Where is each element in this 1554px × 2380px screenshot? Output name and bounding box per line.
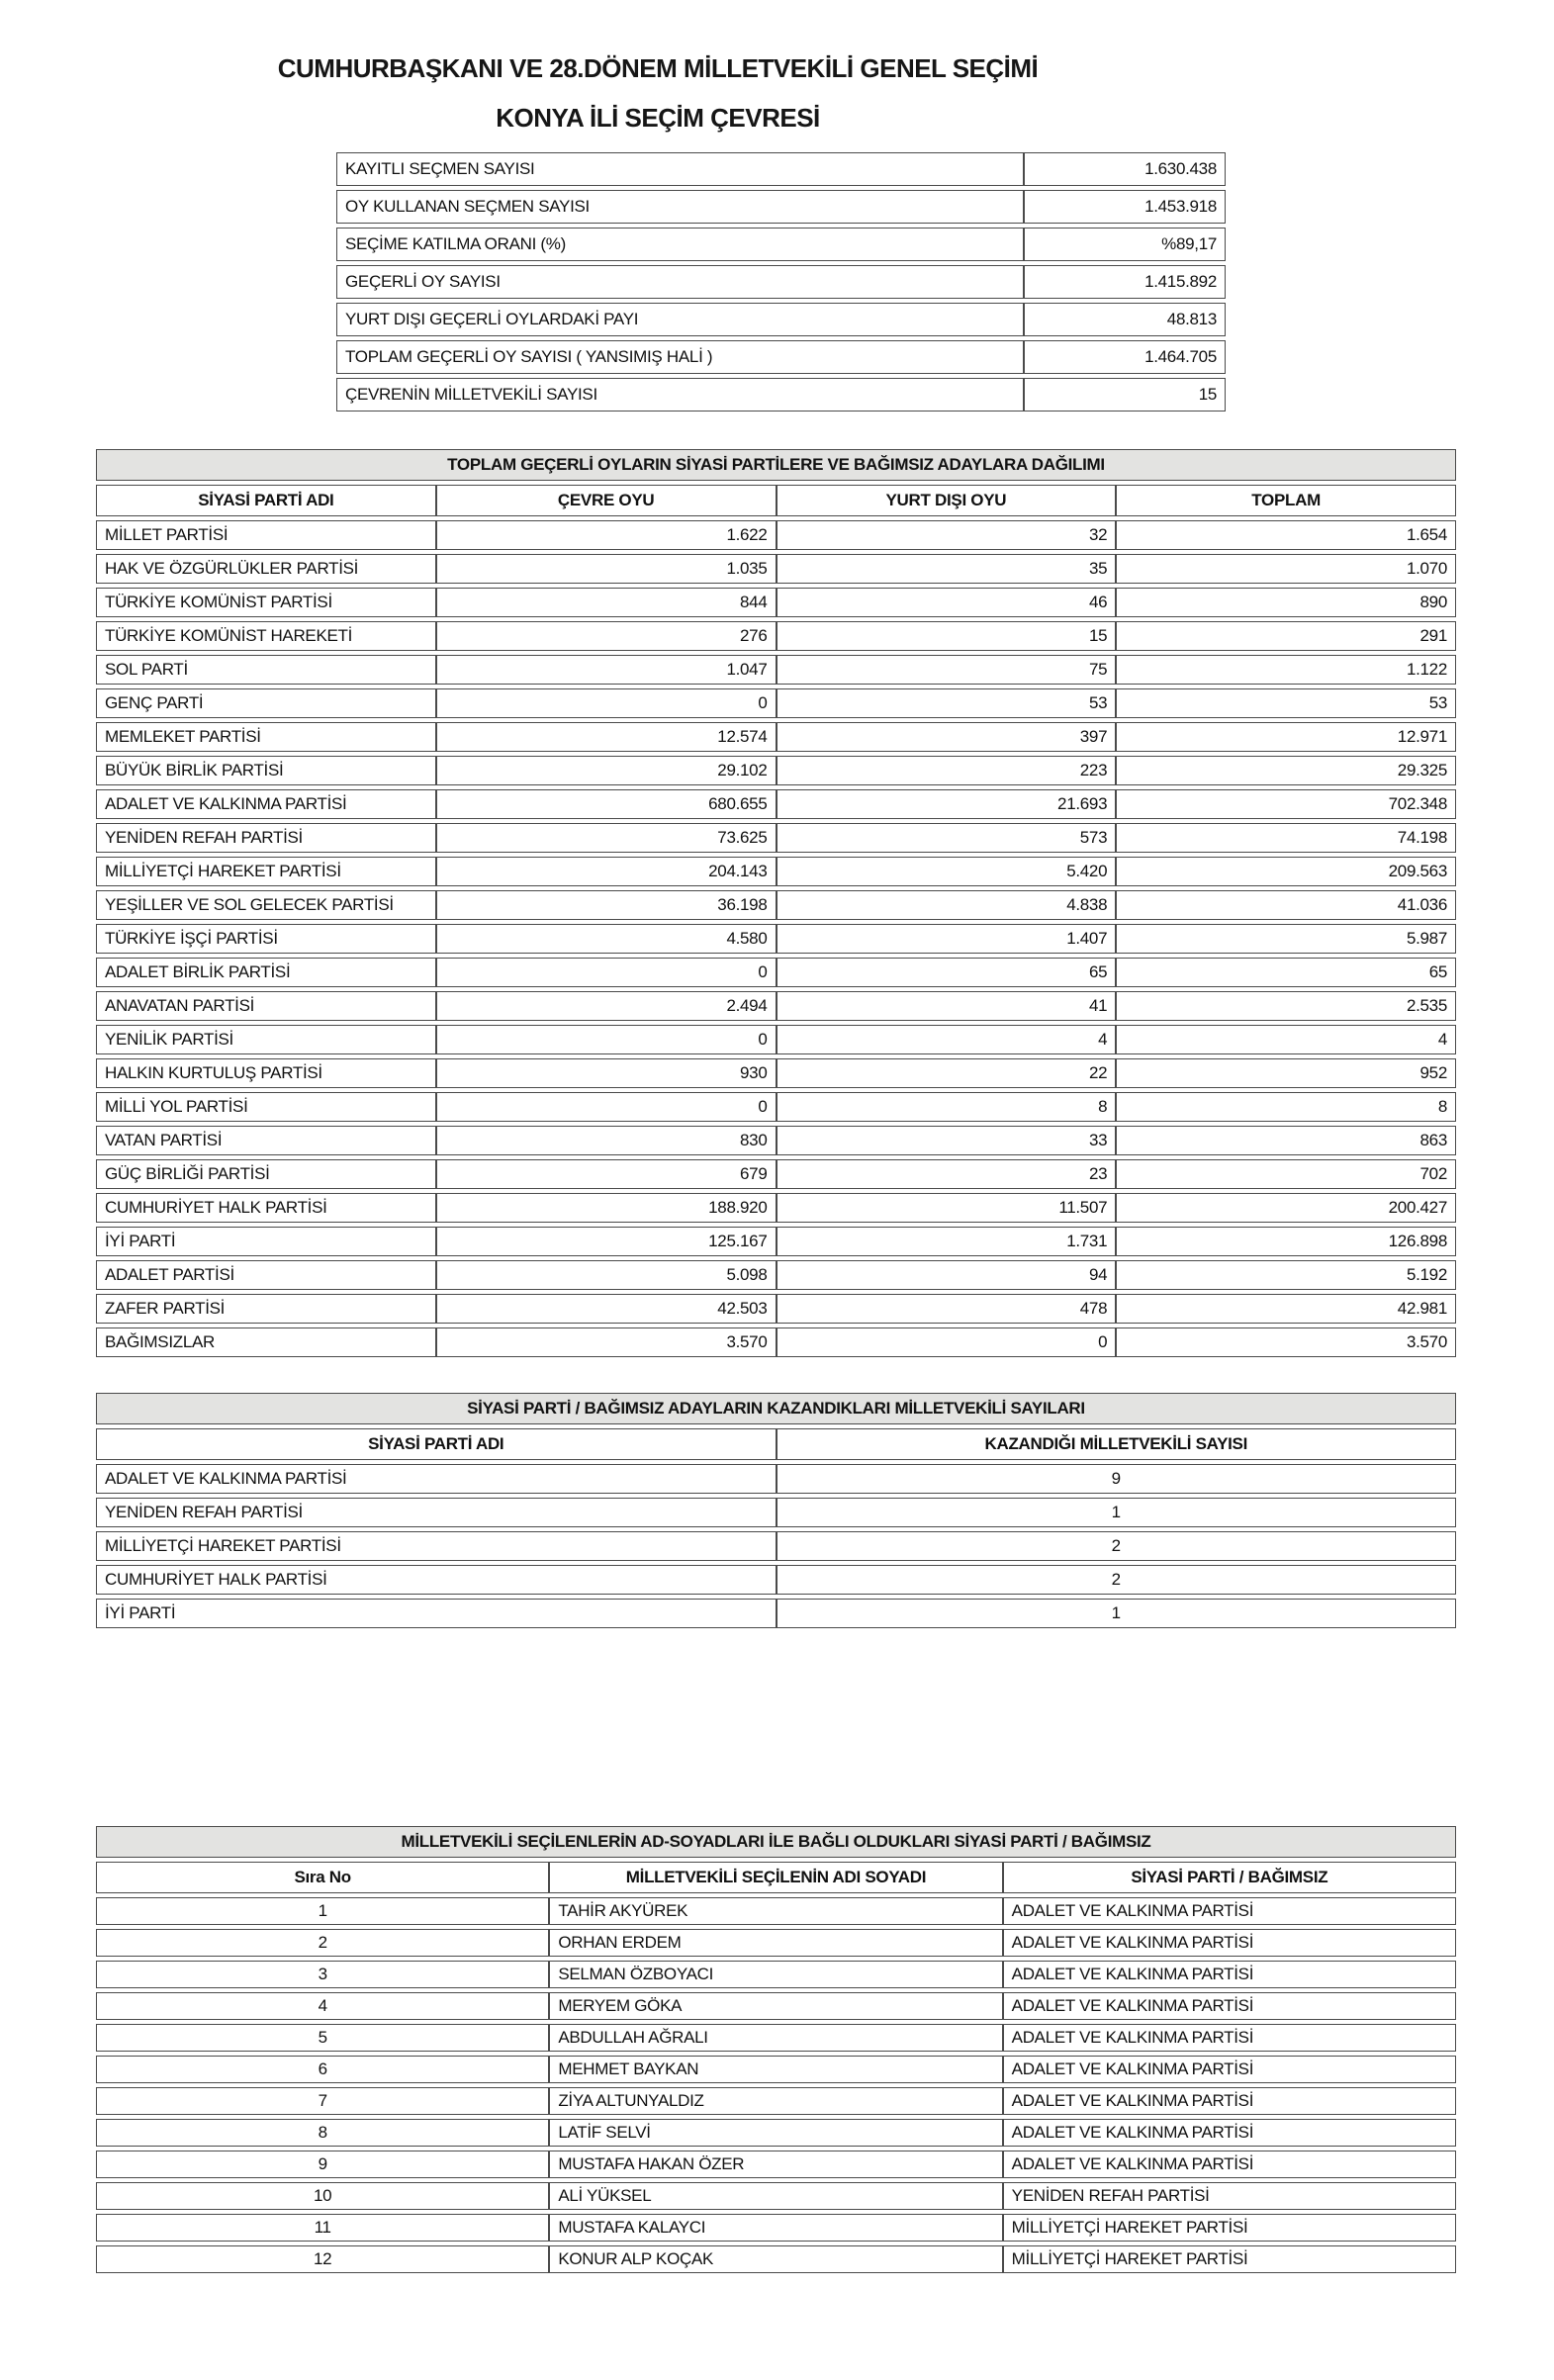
summary-value: 1.453.918 [1024, 190, 1226, 224]
total-votes: 42.981 [1116, 1294, 1456, 1324]
party-name: BÜYÜK BİRLİK PARTİSİ [96, 756, 436, 785]
total-votes: 126.898 [1116, 1227, 1456, 1256]
summary-label: ÇEVRENİN MİLLETVEKİLİ SAYISI [336, 378, 1024, 412]
total-votes: 5.987 [1116, 924, 1456, 954]
abroad-votes: 15 [777, 621, 1117, 651]
votes-table-header-row [96, 485, 1456, 516]
table-row [96, 2151, 1456, 2178]
total-votes: 1.070 [1116, 554, 1456, 584]
district-votes: 844 [436, 588, 777, 617]
summary-label: KAYITLI SEÇMEN SAYISI [336, 152, 1024, 186]
column-header-district-votes: ÇEVRE OYU [436, 485, 777, 516]
party-name: ZAFER PARTİSİ [96, 1294, 436, 1324]
abroad-votes: 0 [777, 1327, 1117, 1357]
deputy-name: KONUR ALP KOÇAK [549, 2245, 1002, 2273]
table-row [96, 1498, 1456, 1527]
table-row [96, 1327, 1456, 1357]
deputy-name: ORHAN ERDEM [549, 1929, 1002, 1957]
district-votes: 12.574 [436, 722, 777, 752]
summary-value: 48.813 [1024, 303, 1226, 336]
district-votes: 42.503 [436, 1294, 777, 1324]
table-row [96, 1294, 1456, 1324]
seats-table-header-row [96, 1428, 1456, 1460]
abroad-votes: 32 [777, 520, 1117, 550]
deputy-party: ADALET VE KALKINMA PARTİSİ [1003, 2056, 1456, 2083]
votes-table-title: TOPLAM GEÇERLİ OYLARIN SİYASİ PARTİLERE VE BAĞIMSIZ ADAYLARA DAĞILIMI [96, 449, 1456, 481]
district-votes: 930 [436, 1058, 777, 1088]
abroad-votes: 46 [777, 588, 1117, 617]
deputy-name: MUSTAFA KALAYCI [549, 2214, 1002, 2242]
deputy-party: ADALET VE KALKINMA PARTİSİ [1003, 2087, 1456, 2115]
deputy-party: ADALET VE KALKINMA PARTİSİ [1003, 2119, 1456, 2147]
summary-value: 1.630.438 [1024, 152, 1226, 186]
table-row [96, 588, 1456, 617]
table-row [96, 2214, 1456, 2242]
table-row [96, 520, 1456, 550]
seats-table-body [96, 1464, 1456, 1628]
deputies-table-header-row [96, 1862, 1456, 1893]
column-header-deputy-name: MİLLETVEKİLİ SEÇİLENİN ADI SOYADI [549, 1862, 1002, 1893]
table-row [96, 722, 1456, 752]
table-row [336, 152, 1226, 186]
table-row [96, 1058, 1456, 1088]
table-row [96, 857, 1456, 886]
table-row [96, 1531, 1456, 1561]
page-subtitle: KONYA İLİ SEÇİM ÇEVRESİ [496, 103, 820, 133]
party-name: GÜÇ BİRLİĞİ PARTİSİ [96, 1159, 436, 1189]
deputies-table-title-row [96, 1826, 1456, 1858]
party-name: TÜRKİYE KOMÜNİST HAREKETİ [96, 621, 436, 651]
party-name: YEŞİLLER VE SOL GELECEK PARTİSİ [96, 890, 436, 920]
abroad-votes: 41 [777, 991, 1117, 1021]
table-row [96, 1897, 1456, 1925]
party-name: MİLLİYETÇİ HAREKET PARTİSİ [96, 857, 436, 886]
district-votes: 0 [436, 1092, 777, 1122]
district-votes: 2.494 [436, 991, 777, 1021]
summary-label: GEÇERLİ OY SAYISI [336, 265, 1024, 299]
row-number: 2 [96, 1929, 549, 1957]
column-header-deputy-party: SİYASİ PARTİ / BAĞIMSIZ [1003, 1862, 1456, 1893]
summary-value: 1.464.705 [1024, 340, 1226, 374]
row-number: 8 [96, 2119, 549, 2147]
district-votes: 0 [436, 1025, 777, 1054]
seats-won: 1 [777, 1599, 1457, 1628]
table-row [96, 1599, 1456, 1628]
party-name: YENİLİK PARTİSİ [96, 1025, 436, 1054]
deputy-party: ADALET VE KALKINMA PARTİSİ [1003, 2024, 1456, 2052]
deputies-table-head [96, 1826, 1456, 1893]
votes-table-title-row [96, 449, 1456, 481]
deputy-party: MİLLİYETÇİ HAREKET PARTİSİ [1003, 2214, 1456, 2242]
deputy-party: ADALET VE KALKINMA PARTİSİ [1003, 1992, 1456, 2020]
table-row [96, 1126, 1456, 1155]
district-votes: 1.622 [436, 520, 777, 550]
district-votes: 680.655 [436, 789, 777, 819]
table-row [96, 1961, 1456, 1988]
abroad-votes: 573 [777, 823, 1117, 853]
district-votes: 679 [436, 1159, 777, 1189]
abroad-votes: 4 [777, 1025, 1117, 1054]
abroad-votes: 1.731 [777, 1227, 1117, 1256]
total-votes: 41.036 [1116, 890, 1456, 920]
table-row [336, 378, 1226, 412]
summary-table [336, 148, 1226, 415]
total-votes: 1.122 [1116, 655, 1456, 685]
party-name: VATAN PARTİSİ [96, 1126, 436, 1155]
deputies-table [96, 1822, 1456, 2277]
column-header-abroad-votes: YURT DIŞI OYU [777, 485, 1117, 516]
party-name: MİLLİ YOL PARTİSİ [96, 1092, 436, 1122]
party-name: ADALET PARTİSİ [96, 1260, 436, 1290]
abroad-votes: 94 [777, 1260, 1117, 1290]
table-row [336, 190, 1226, 224]
party-name: CUMHURİYET HALK PARTİSİ [96, 1193, 436, 1223]
table-row [96, 890, 1456, 920]
column-header-party-name: SİYASİ PARTİ ADI [96, 485, 436, 516]
table-row [96, 756, 1456, 785]
seats-table-title-row [96, 1393, 1456, 1424]
column-header-party-name: SİYASİ PARTİ ADI [96, 1428, 777, 1460]
summary-label: OY KULLANAN SEÇMEN SAYISI [336, 190, 1024, 224]
deputy-party: ADALET VE KALKINMA PARTİSİ [1003, 1929, 1456, 1957]
party-name: HAK VE ÖZGÜRLÜKLER PARTİSİ [96, 554, 436, 584]
total-votes: 12.971 [1116, 722, 1456, 752]
row-number: 5 [96, 2024, 549, 2052]
row-number: 6 [96, 2056, 549, 2083]
row-number: 11 [96, 2214, 549, 2242]
district-votes: 4.580 [436, 924, 777, 954]
party-name: TÜRKİYE İŞÇİ PARTİSİ [96, 924, 436, 954]
page-titles [0, 44, 1316, 142]
party-name: ADALET VE KALKINMA PARTİSİ [96, 1464, 777, 1494]
column-header-row-number: Sıra No [96, 1862, 549, 1893]
table-row [96, 1092, 1456, 1122]
total-votes: 702.348 [1116, 789, 1456, 819]
table-row [96, 2024, 1456, 2052]
deputy-name: ABDULLAH AĞRALI [549, 2024, 1002, 2052]
deputy-name: TAHİR AKYÜREK [549, 1897, 1002, 1925]
total-votes: 890 [1116, 588, 1456, 617]
votes-table-head [96, 449, 1456, 516]
table-row [96, 2119, 1456, 2147]
party-name: MİLLET PARTİSİ [96, 520, 436, 550]
total-votes: 65 [1116, 958, 1456, 987]
abroad-votes: 33 [777, 1126, 1117, 1155]
seats-table-title: SİYASİ PARTİ / BAĞIMSIZ ADAYLARIN KAZANDIKLARI MİLLETVEKİLİ SAYILARI [96, 1393, 1456, 1424]
deputy-name: MEHMET BAYKAN [549, 2056, 1002, 2083]
abroad-votes: 397 [777, 722, 1117, 752]
district-votes: 125.167 [436, 1227, 777, 1256]
total-votes: 702 [1116, 1159, 1456, 1189]
total-votes: 5.192 [1116, 1260, 1456, 1290]
table-row [96, 1565, 1456, 1595]
seats-won: 2 [777, 1565, 1457, 1595]
party-name: GENÇ PARTİ [96, 688, 436, 718]
summary-value: 1.415.892 [1024, 265, 1226, 299]
abroad-votes: 21.693 [777, 789, 1117, 819]
table-row [336, 265, 1226, 299]
document-page [0, 44, 1554, 2277]
summary-table-body [336, 152, 1226, 412]
deputy-name: LATİF SELVİ [549, 2119, 1002, 2147]
abroad-votes: 478 [777, 1294, 1117, 1324]
row-number: 9 [96, 2151, 549, 2178]
table-row [96, 2056, 1456, 2083]
table-row [96, 958, 1456, 987]
party-name: MİLLİYETÇİ HAREKET PARTİSİ [96, 1531, 777, 1561]
summary-value: %89,17 [1024, 228, 1226, 261]
deputies-table-title: MİLLETVEKİLİ SEÇİLENLERİN AD-SOYADLARI İLE BAĞLI OLDUKLARI SİYASİ PARTİ / BAĞIMSIZ [96, 1826, 1456, 1858]
column-header-seats-won: KAZANDIĞI MİLLETVEKİLİ SAYISI [777, 1428, 1457, 1460]
table-row [96, 1159, 1456, 1189]
deputy-party: ADALET VE KALKINMA PARTİSİ [1003, 2151, 1456, 2178]
deputy-name: SELMAN ÖZBOYACI [549, 1961, 1002, 1988]
table-row [96, 1992, 1456, 2020]
total-votes: 29.325 [1116, 756, 1456, 785]
seats-won: 9 [777, 1464, 1457, 1494]
district-votes: 3.570 [436, 1327, 777, 1357]
total-votes: 3.570 [1116, 1327, 1456, 1357]
party-name: ADALET VE KALKINMA PARTİSİ [96, 789, 436, 819]
deputies-table-body [96, 1897, 1456, 2273]
district-votes: 5.098 [436, 1260, 777, 1290]
total-votes: 1.654 [1116, 520, 1456, 550]
total-votes: 53 [1116, 688, 1456, 718]
deputy-party: ADALET VE KALKINMA PARTİSİ [1003, 1961, 1456, 1988]
abroad-votes: 53 [777, 688, 1117, 718]
district-votes: 36.198 [436, 890, 777, 920]
total-votes: 291 [1116, 621, 1456, 651]
votes-table-body [96, 520, 1456, 1357]
page-title: CUMHURBAŞKANI VE 28.DÖNEM MİLLETVEKİLİ GENEL SEÇİMİ [277, 53, 1039, 83]
abroad-votes: 4.838 [777, 890, 1117, 920]
summary-label: TOPLAM GEÇERLİ OY SAYISI ( YANSIMIŞ HALİ ) [336, 340, 1024, 374]
row-number: 1 [96, 1897, 549, 1925]
table-row [96, 1260, 1456, 1290]
total-votes: 8 [1116, 1092, 1456, 1122]
party-name: SOL PARTİ [96, 655, 436, 685]
party-name: YENİDEN REFAH PARTİSİ [96, 1498, 777, 1527]
table-row [336, 303, 1226, 336]
total-votes: 200.427 [1116, 1193, 1456, 1223]
party-name: MEMLEKET PARTİSİ [96, 722, 436, 752]
column-header-total: TOPLAM [1116, 485, 1456, 516]
abroad-votes: 223 [777, 756, 1117, 785]
summary-label: SEÇİME KATILMA ORANI (%) [336, 228, 1024, 261]
table-row [96, 2087, 1456, 2115]
deputy-name: ZİYA ALTUNYALDIZ [549, 2087, 1002, 2115]
district-votes: 73.625 [436, 823, 777, 853]
total-votes: 4 [1116, 1025, 1456, 1054]
deputy-party: YENİDEN REFAH PARTİSİ [1003, 2182, 1456, 2210]
row-number: 7 [96, 2087, 549, 2115]
table-row [96, 1227, 1456, 1256]
party-name: HALKIN KURTULUŞ PARTİSİ [96, 1058, 436, 1088]
total-votes: 2.535 [1116, 991, 1456, 1021]
seats-table [96, 1389, 1456, 1632]
abroad-votes: 75 [777, 655, 1117, 685]
table-row [96, 554, 1456, 584]
deputy-name: MERYEM GÖKA [549, 1992, 1002, 2020]
abroad-votes: 65 [777, 958, 1117, 987]
table-row [96, 991, 1456, 1021]
party-name: ANAVATAN PARTİSİ [96, 991, 436, 1021]
table-row [336, 340, 1226, 374]
table-row [96, 1025, 1456, 1054]
district-votes: 0 [436, 688, 777, 718]
party-name: ADALET BİRLİK PARTİSİ [96, 958, 436, 987]
party-name: YENİDEN REFAH PARTİSİ [96, 823, 436, 853]
deputy-name: MUSTAFA HAKAN ÖZER [549, 2151, 1002, 2178]
district-votes: 204.143 [436, 857, 777, 886]
total-votes: 952 [1116, 1058, 1456, 1088]
table-row [96, 688, 1456, 718]
district-votes: 276 [436, 621, 777, 651]
total-votes: 863 [1116, 1126, 1456, 1155]
total-votes: 209.563 [1116, 857, 1456, 886]
row-number: 4 [96, 1992, 549, 2020]
table-row [336, 228, 1226, 261]
abroad-votes: 11.507 [777, 1193, 1117, 1223]
table-row [96, 2182, 1456, 2210]
seats-won: 1 [777, 1498, 1457, 1527]
table-row [96, 621, 1456, 651]
table-row [96, 1929, 1456, 1957]
district-votes: 0 [436, 958, 777, 987]
seats-won: 2 [777, 1531, 1457, 1561]
district-votes: 188.920 [436, 1193, 777, 1223]
abroad-votes: 35 [777, 554, 1117, 584]
party-name: İYİ PARTİ [96, 1599, 777, 1628]
party-name: İYİ PARTİ [96, 1227, 436, 1256]
table-row [96, 924, 1456, 954]
district-votes: 29.102 [436, 756, 777, 785]
table-row [96, 655, 1456, 685]
party-name: TÜRKİYE KOMÜNİST PARTİSİ [96, 588, 436, 617]
summary-label: YURT DIŞI GEÇERLİ OYLARDAKİ PAYI [336, 303, 1024, 336]
district-votes: 830 [436, 1126, 777, 1155]
abroad-votes: 5.420 [777, 857, 1117, 886]
votes-table [96, 445, 1456, 1361]
abroad-votes: 1.407 [777, 924, 1117, 954]
table-row [96, 1193, 1456, 1223]
deputy-name: ALİ YÜKSEL [549, 2182, 1002, 2210]
row-number: 10 [96, 2182, 549, 2210]
district-votes: 1.047 [436, 655, 777, 685]
party-name: BAĞIMSIZLAR [96, 1327, 436, 1357]
row-number: 12 [96, 2245, 549, 2273]
seats-table-head [96, 1393, 1456, 1460]
abroad-votes: 23 [777, 1159, 1117, 1189]
table-row [96, 789, 1456, 819]
deputy-party: MİLLİYETÇİ HAREKET PARTİSİ [1003, 2245, 1456, 2273]
party-name: CUMHURİYET HALK PARTİSİ [96, 1565, 777, 1595]
abroad-votes: 8 [777, 1092, 1117, 1122]
district-votes: 1.035 [436, 554, 777, 584]
total-votes: 74.198 [1116, 823, 1456, 853]
deputy-party: ADALET VE KALKINMA PARTİSİ [1003, 1897, 1456, 1925]
summary-value: 15 [1024, 378, 1226, 412]
row-number: 3 [96, 1961, 549, 1988]
table-row [96, 2245, 1456, 2273]
table-row [96, 1464, 1456, 1494]
abroad-votes: 22 [777, 1058, 1117, 1088]
table-row [96, 823, 1456, 853]
